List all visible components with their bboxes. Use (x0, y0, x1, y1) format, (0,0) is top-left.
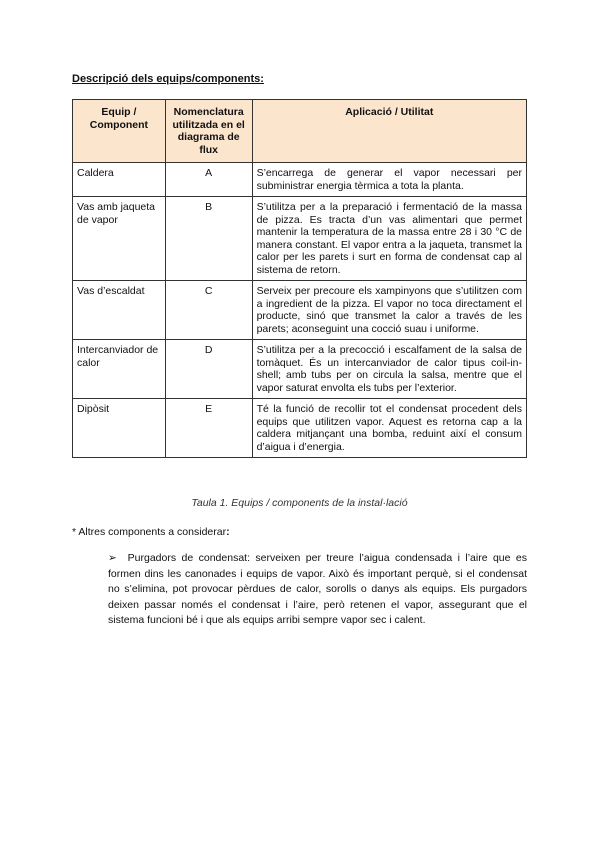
cell-code: B (165, 197, 252, 281)
other-components-note (72, 526, 230, 539)
table-row (73, 399, 527, 458)
cell-code: E (165, 399, 252, 458)
section-heading: Descripció dels equips/components: (72, 73, 264, 85)
bullet-item (108, 551, 527, 629)
cell-use: S’encarrega de generar el vapor necessari per subministrar energia tèrmica a tota la planta. (252, 163, 526, 197)
table-row (73, 163, 527, 197)
header-application: Aplicació / Utilitat (252, 100, 526, 163)
cell-code: D (165, 340, 252, 399)
cell-use: S’utilitza per a la precocció i escalfament de la salsa de tomàquet. És un intercanviador de calor tipus coil-in-shell; amb tubs per on circula la salsa, mentre que el vapor saturat envolta els tubs per l’exterior. (252, 340, 526, 399)
header-nomenclature: Nomenclatura utilitzada en el diagrama de flux (165, 100, 252, 163)
cell-code: C (165, 281, 252, 340)
cell-equip: Caldera (73, 163, 166, 197)
cell-use: Serveix per precoure els xampinyons que s’utilitzen com a ingredient de la pizza. El vapor no toca directament el producte, sinó que transmet la calor a través de les parets; aconseguint una cocció suau i uniforme. (252, 281, 526, 340)
bullet-paragraph (108, 551, 527, 629)
equipment-table (72, 99, 527, 458)
arrow-bullet-icon: ➢ (108, 552, 117, 564)
cell-code: A (165, 163, 252, 197)
note-text: * Altres components a considerar (72, 526, 227, 538)
note-colon: : (226, 526, 230, 538)
table-row (73, 197, 527, 281)
table-header-row (73, 100, 527, 163)
cell-equip: Dipòsit (73, 399, 166, 458)
header-equip: Equip / Component (73, 100, 166, 163)
cell-equip: Vas d’escaldat (73, 281, 166, 340)
table-row (73, 340, 527, 399)
table-row (73, 281, 527, 340)
bullet-text: Purgadors de condensat: serveixen per treure l’aigua condensada i l’aire que es formen dins les canonades i equips de vapor. Això és important perquè, si el condensat no s’elimina, pot provocar pèrdues de calor, sorolls o danys als equips. Els purgadors deixen passar només el condensat i l’aire, però retenen el vapor, assegurant que el sistema funcioni bé i que als equips arribi sempre vapor sec i calent. (108, 552, 527, 626)
cell-equip: Intercanviador de calor (73, 340, 166, 399)
table-caption: Taula 1. Equips / components de la instal·lació (191, 497, 408, 509)
cell-use: Té la funció de recollir tot el condensat procedent dels equips que utilitzen vapor. Aquest es retorna cap a la caldera mitjançant una bomba, reduint així el consum d’aigua i d’energia. (252, 399, 526, 458)
cell-equip: Vas amb jaqueta de vapor (73, 197, 166, 281)
cell-use: S’utilitza per a la preparació i fermentació de la massa de pizza. Es tracta d’un vas alimentari que permet mantenir la temperatura de la massa entre 28 i 30 °C de manera constant. El vapor entra a la jaqueta, transmet la calor per les parets i surt en forma de condensat cap al sistema de retorn. (252, 197, 526, 281)
